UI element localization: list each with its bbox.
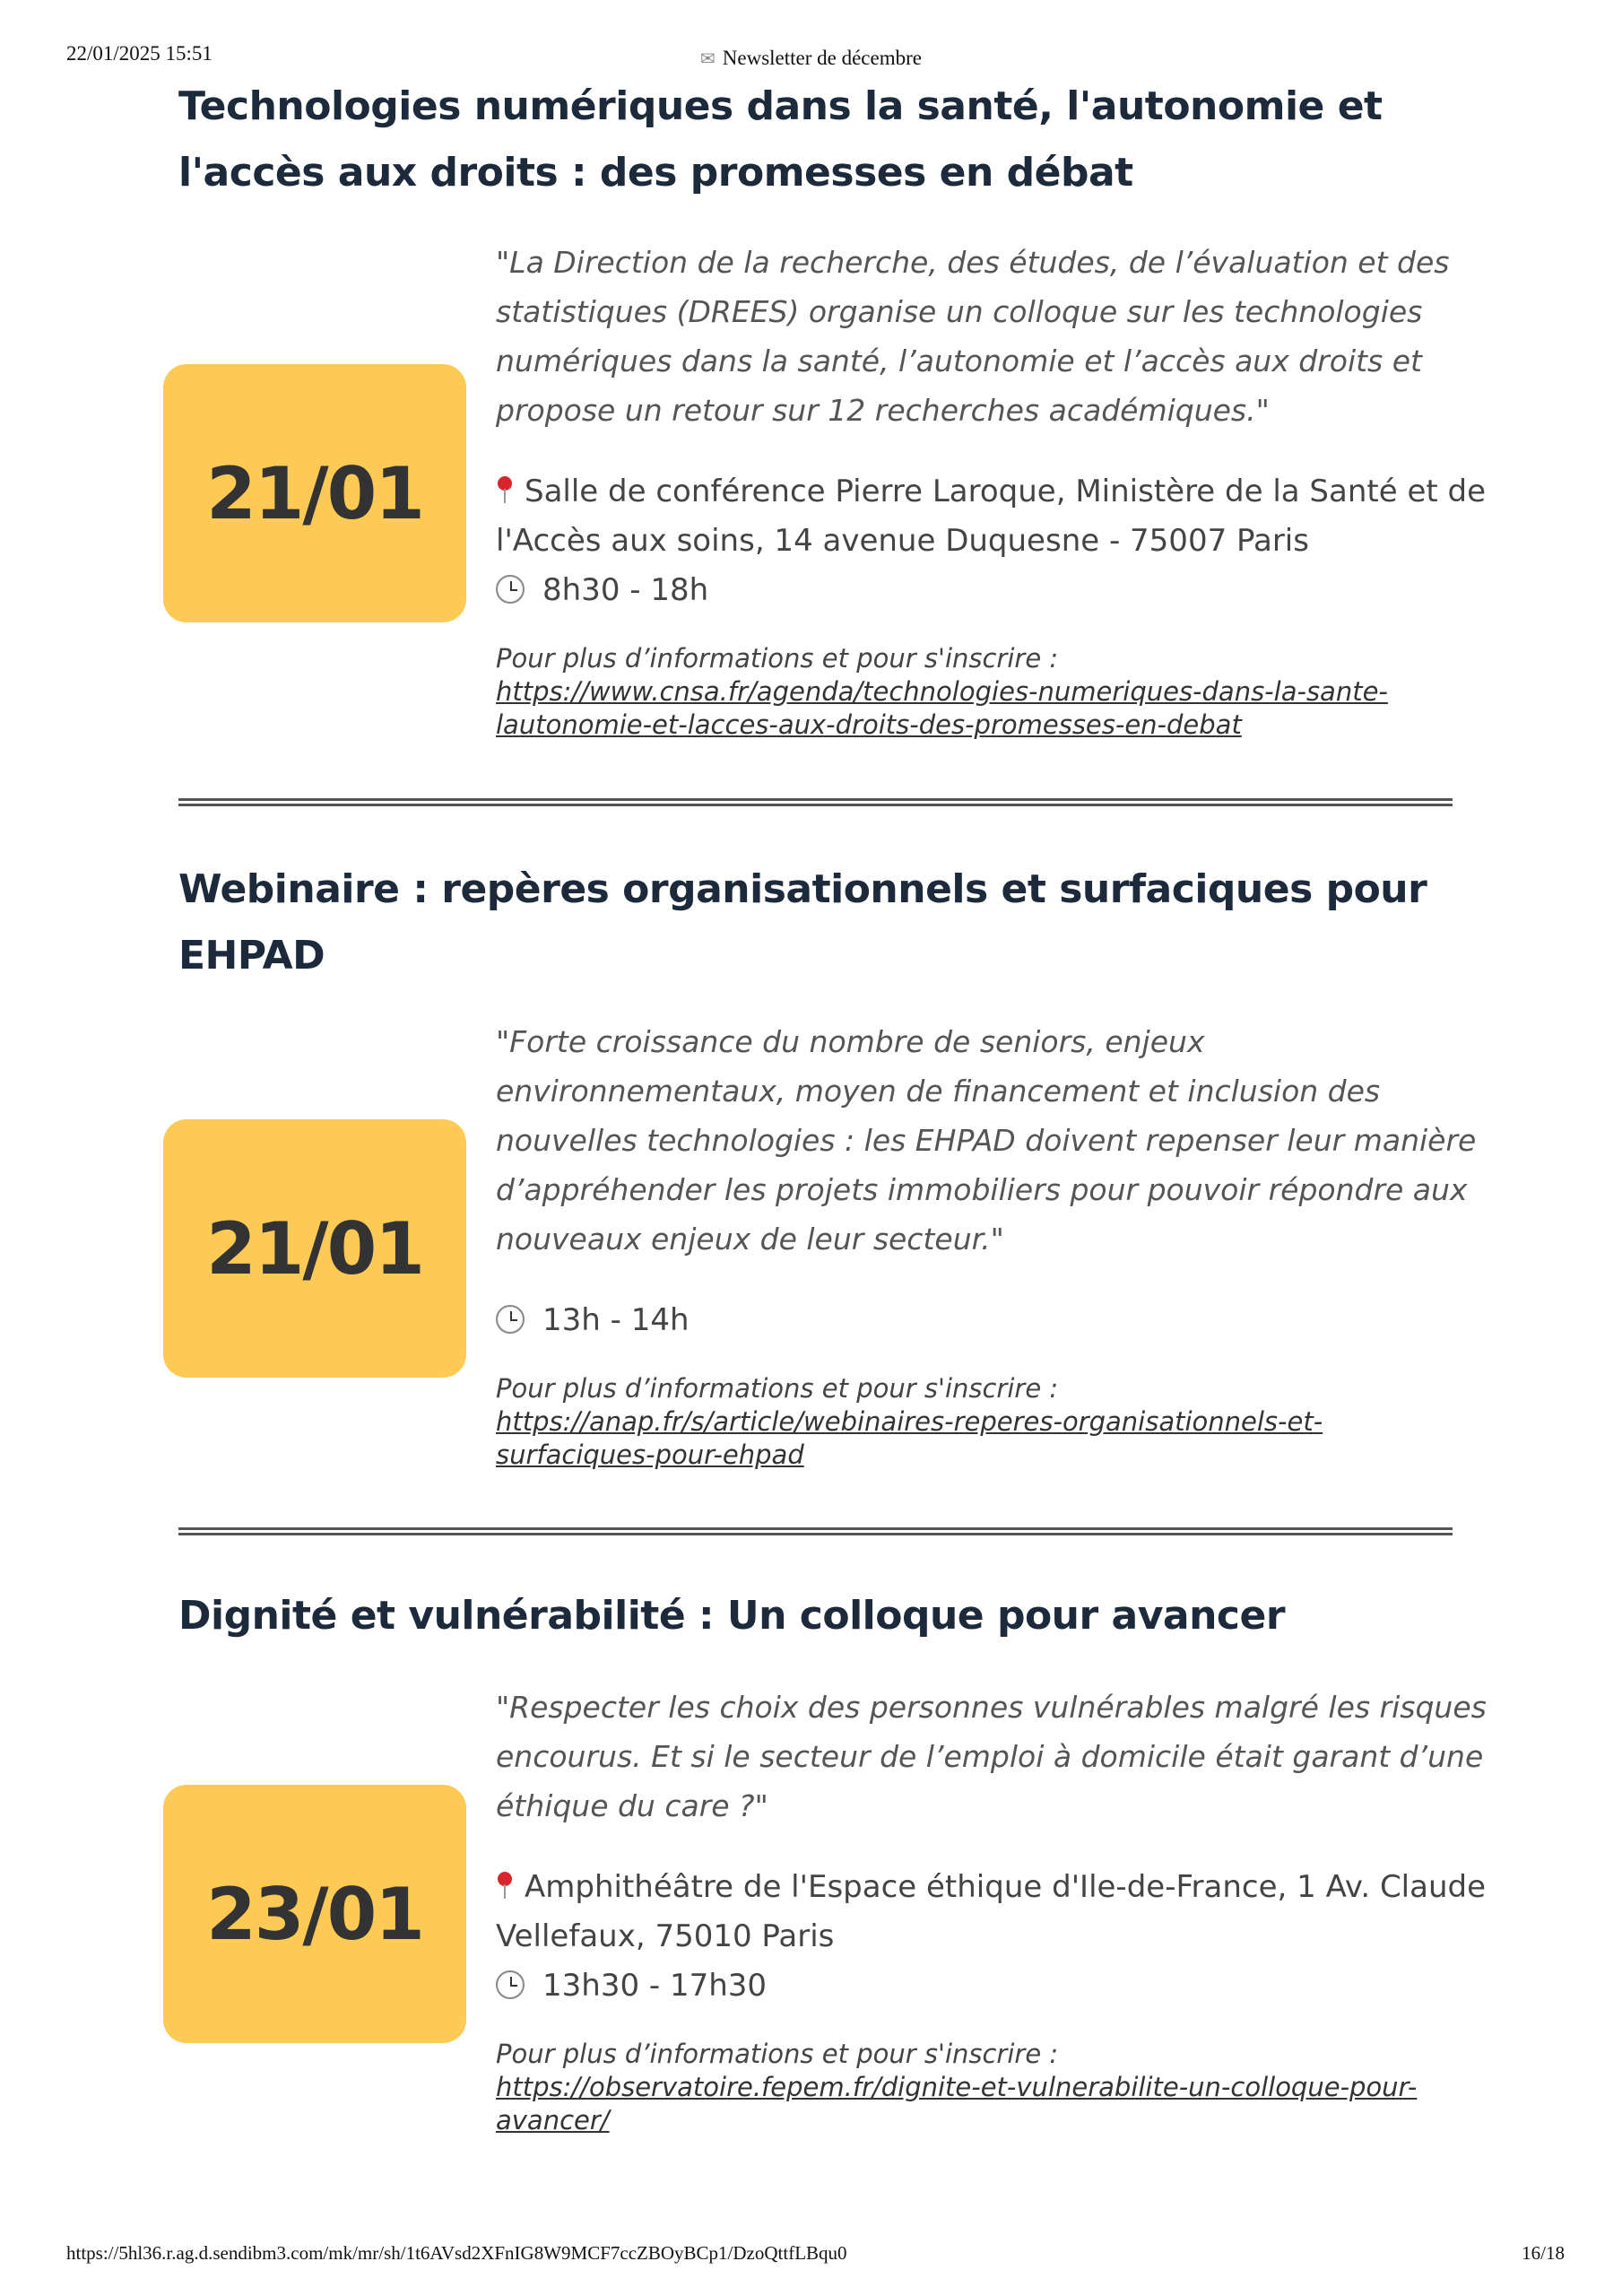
event-location [496, 467, 1491, 566]
date-badge [163, 364, 466, 622]
event-time [496, 1961, 1491, 2011]
event-body [496, 1683, 1491, 2137]
clock-icon [496, 1970, 525, 1999]
event-link[interactable]: https://observatoire.fepem.fr/dignite-et-vulnerabilite-un-colloque-pour-avancer/ [496, 2072, 1418, 2135]
more-info-label: Pour plus d’informations et pour s'inscrire : [496, 643, 1059, 674]
envelope-icon: ✉ [700, 49, 716, 69]
page-number: 16/18 [1522, 2242, 1565, 2264]
pin-icon [496, 476, 514, 503]
event-time [496, 566, 1491, 615]
event-location [496, 1863, 1491, 1961]
date-badge-text: 23/01 [206, 1872, 423, 1956]
pin-icon [496, 1872, 514, 1899]
section-divider [178, 1527, 1453, 1535]
section-divider [178, 798, 1453, 806]
print-date: 22/01/2025 15:51 [66, 42, 213, 65]
event-description: "La Direction de la recherche, des études, de l’évaluation et des statistiques (DREES) organise un colloque sur les technologies numériques dans la santé, l’autonomie et l’accès aux droits et propose un retour sur 12 recherches académiques." [496, 245, 1450, 428]
event-body [496, 1017, 1491, 1472]
event-title: Webinaire : repères organisationnels et surfaciques pour EHPAD [178, 866, 1427, 978]
event-body [496, 238, 1491, 742]
event-link[interactable]: https://www.cnsa.fr/agenda/technologies-numeriques-dans-la-sante-lautonomie-et-lacces-aux-droits-des-promesses-en-debat [496, 676, 1388, 740]
print-footer-url: https://5hl36.r.ag.d.sendibm3.com/mk/mr/sh/1t6AVsd2XFnIG8W9MCF7ccZBOyBCp1/DzoQttfLBqu0 [66, 2242, 847, 2264]
event-location-text: Amphithéâtre de l'Espace éthique d'Ile-de-France, 1 Av. Claude Vellefaux, 75010 Paris [496, 1869, 1487, 1954]
event-location-text: Salle de conférence Pierre Laroque, Ministère de la Santé et de l'Accès aux soins, 14 avenue Duquesne - 75007 Paris [496, 474, 1486, 559]
clock-icon [496, 1305, 525, 1334]
date-badge-text: 21/01 [206, 451, 423, 535]
event-description: "Respecter les choix des personnes vulnérables malgré les risques encourus. Et si le secteur de l’emploi à domicile était garant d’une éthique du care ?" [496, 1690, 1487, 1823]
date-badge [163, 1785, 466, 2043]
print-title [0, 47, 1622, 70]
print-title-text: Newsletter de décembre [722, 47, 922, 69]
more-info-label: Pour plus d’informations et pour s'inscrire : [496, 1373, 1059, 1404]
event-time-text: 8h30 - 18h [542, 572, 709, 608]
more-info-label: Pour plus d’informations et pour s'inscrire : [496, 2039, 1059, 2069]
event-time-text: 13h - 14h [542, 1302, 690, 1338]
date-badge-text: 21/01 [206, 1206, 423, 1291]
event-time [496, 1296, 1491, 1345]
event-link[interactable]: https://anap.fr/s/article/webinaires-reperes-organisationnels-et-surfaciques-pour-ehpad [496, 1406, 1323, 1470]
event-title: Technologies numériques dans la santé, l'autonomie et l'accès aux droits : des promesses en débat [178, 83, 1383, 196]
event-title: Dignité et vulnérabilité : Un colloque pour avancer [178, 1593, 1286, 1639]
event-description: "Forte croissance du nombre de seniors, enjeux environnementaux, moyen de financement et inclusion des nouvelles technologies : les EHPAD doivent repenser leur manière d’appréhender les projets immobiliers pour pouvoir répondre aux nouveaux enjeux de leur secteur." [496, 1024, 1477, 1257]
event-time-text: 13h30 - 17h30 [542, 1968, 768, 2004]
clock-icon [496, 575, 525, 604]
date-badge [163, 1119, 466, 1378]
